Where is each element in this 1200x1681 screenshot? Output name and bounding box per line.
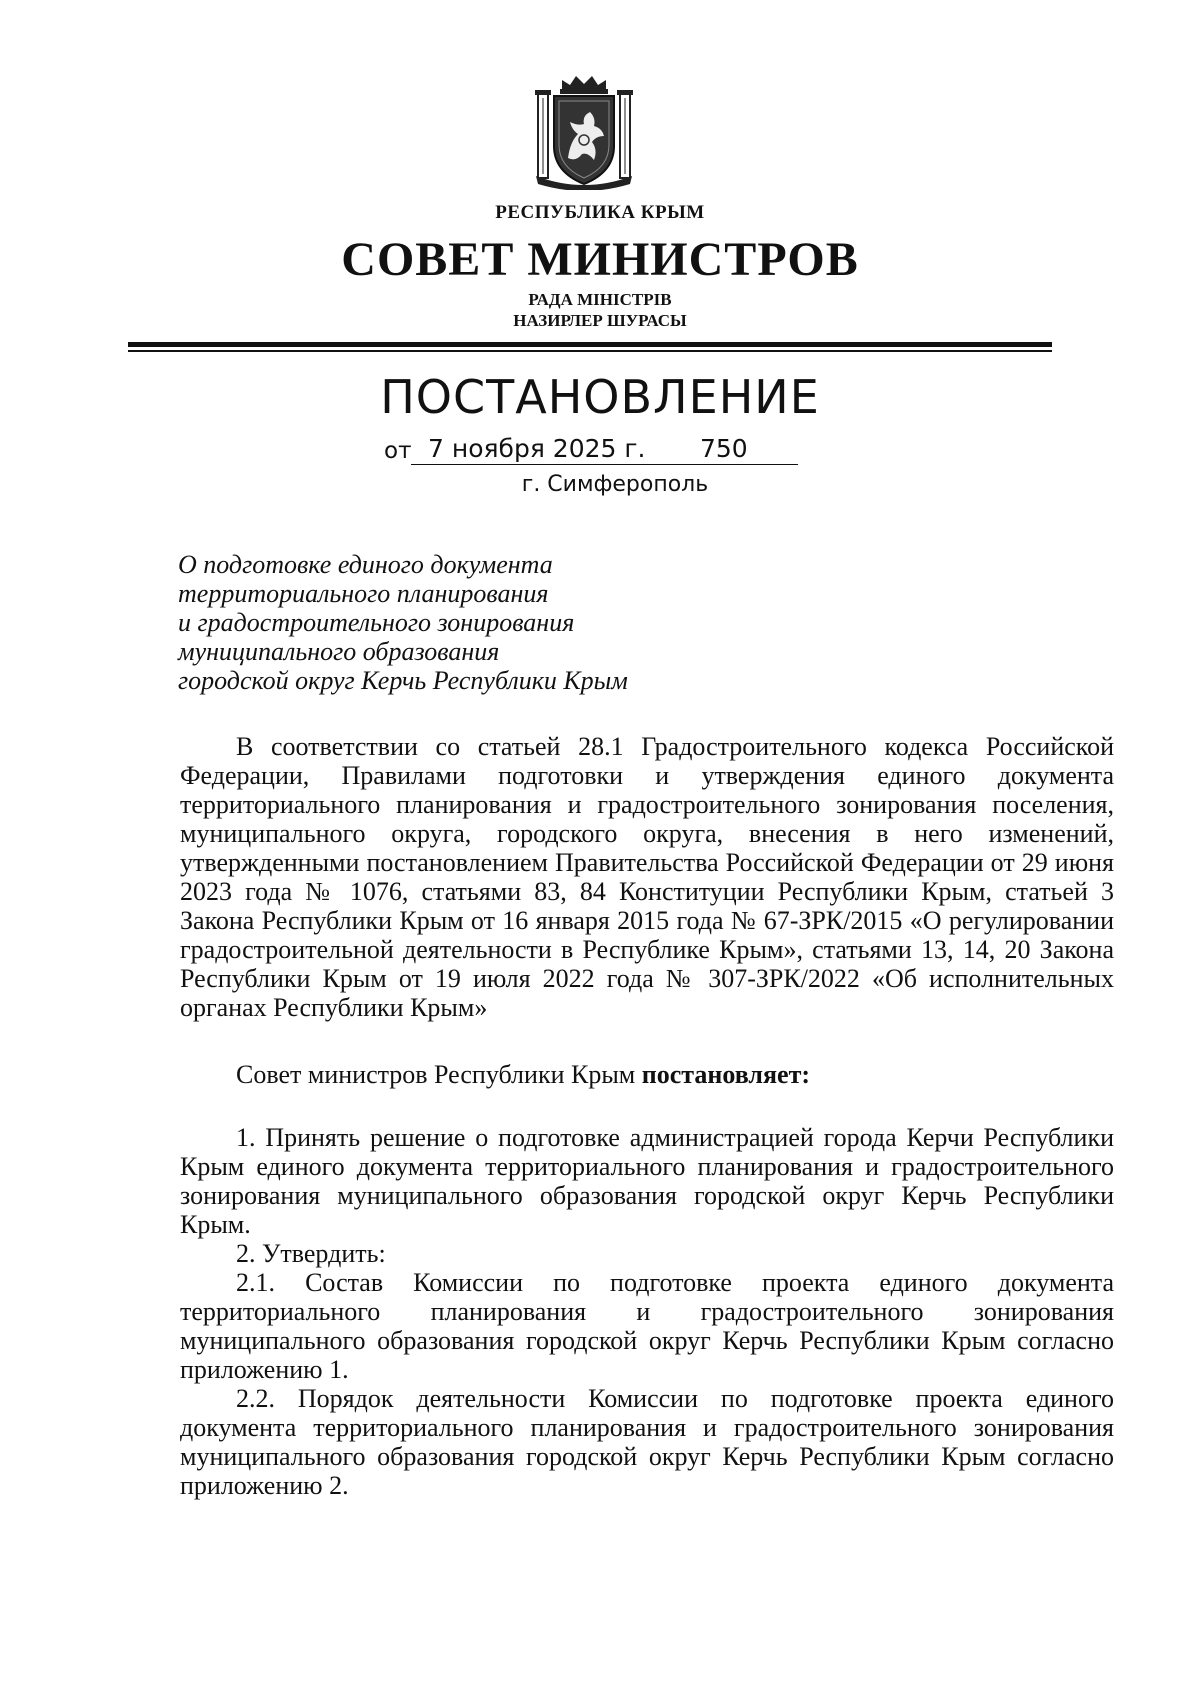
subject-line: городской округ Керчь Республики Крым: [178, 666, 628, 695]
council-title: СОВЕТ МИНИСТРОВ: [341, 233, 859, 286]
header-divider-thick: [128, 342, 1052, 347]
item-2-paragraph: 2. Утвердить:: [236, 1239, 386, 1268]
document-type: ПОСТАНОВЛЕНИЕ: [380, 370, 820, 424]
subject-line: и градостроительного зонирования: [178, 608, 575, 637]
subject-line: О подготовке единого документа: [178, 550, 553, 579]
item-2-2-paragraph: 2.2. Порядок деятельности Комиссии по подготовке проекта единого документа территориального планирования и градостроительного зонирования муниципального образования городской округ Керчь Республики Крым согласно приложению 2.: [180, 1384, 1114, 1500]
document-number: 750: [700, 434, 748, 463]
subject-line: территориального планирования: [178, 579, 549, 608]
document-subject: [178, 550, 778, 695]
date-from-label: от: [384, 438, 412, 464]
council-title-crimean-tatar: НАЗИРЛЕР ШУРАСЫ: [513, 311, 687, 330]
resolution-keyword: постановляет:: [641, 1060, 811, 1089]
document-date: 7 ноября 2025 г.: [428, 434, 646, 463]
date-number-row: [384, 434, 804, 466]
council-title-ukrainian: РАДА МІНІСТРІВ: [528, 290, 672, 309]
item-1-paragraph: 1. Принять решение о подготовке администрацией города Керчи Республики Крым единого документа территориального планирования и градостроительного зонирования муниципального образования городской округ Керчь Республики Крым.: [180, 1123, 1114, 1239]
subject-line: муниципального образования: [178, 637, 500, 666]
resolution-intro: Совет министров Республики Крым: [236, 1060, 642, 1089]
preamble-paragraph: В соответствии со статьей 28.1 Градостроительного кодекса Российской Федерации, Правилами подготовки и утверждения единого документа территориального планирования и градостроительного зонирования поселения, муниципального округа, городского округа, внесения в него изменений, утвержденными постановлением Правительства Российской Федерации от 29 июня 2023 года № 1076, статьями 83, 84 Конституции Республики Крым, статьей 3 Закона Республики Крым от 16 января 2015 года № 67-ЗРК/2015 «О регулировании градостроительной деятельности в Республике Крым», статьями 13, 14, 20 Закона Республики Крым от 19 июля 2022 года № 307-ЗРК/2022 «Об исполнительных органах Республики Крым»: [180, 732, 1114, 1022]
republic-title: РЕСПУБЛИКА КРЫМ: [495, 202, 705, 223]
header-divider-thin: [128, 350, 1052, 352]
item-2-1-paragraph: 2.1. Состав Комиссии по подготовке проекта единого документа территориального планирования и градостроительного зонирования муниципального образования городской округ Керчь Республики Крым согласно приложению 1.: [180, 1268, 1114, 1384]
crimea-coat-of-arms-icon: [532, 72, 636, 190]
document-city: г. Симферополь: [521, 472, 709, 497]
resolution-clause: [180, 1060, 1114, 1089]
date-underline: [411, 464, 798, 465]
